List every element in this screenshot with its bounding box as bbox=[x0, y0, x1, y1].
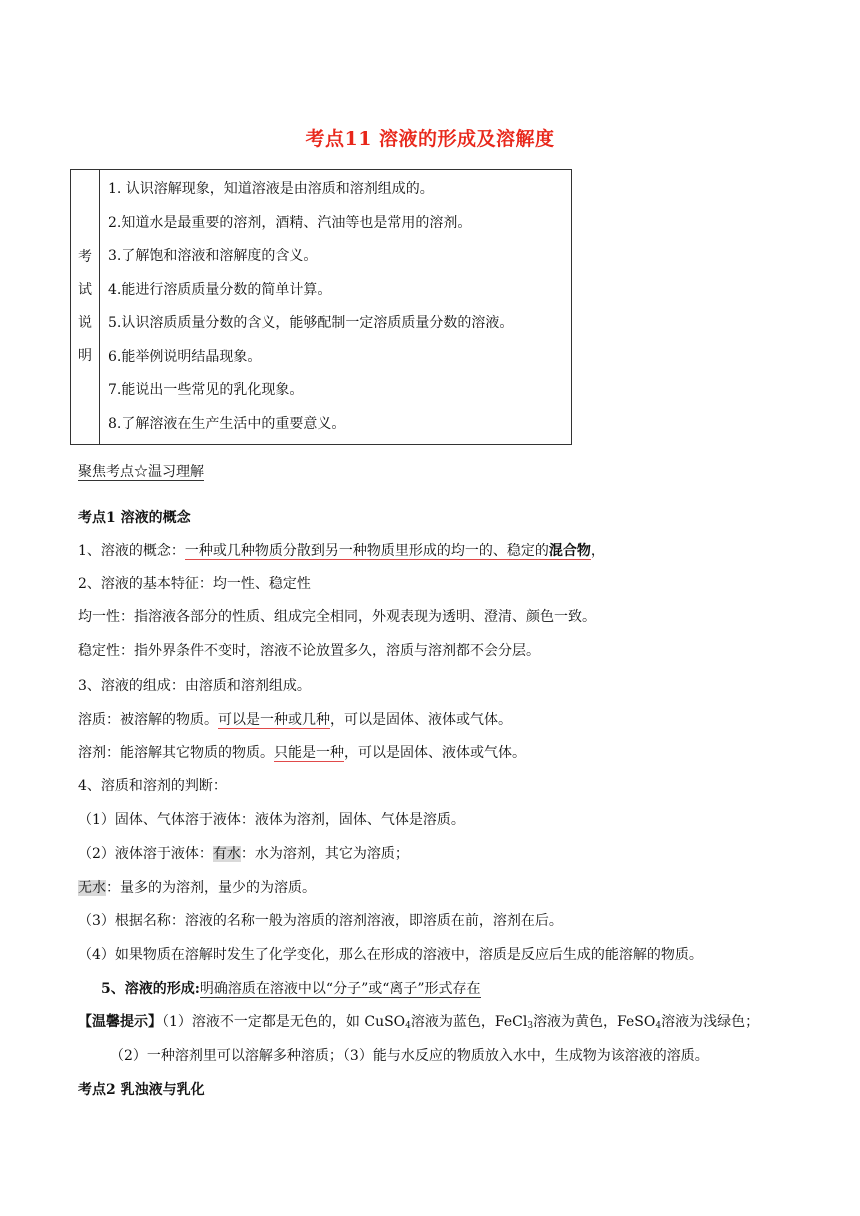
exam-item: 2.知道水是最重要的溶剂，酒精、汽油等也是常用的溶剂。 bbox=[108, 214, 472, 231]
text: 溶质：被溶解的物质。 bbox=[78, 712, 218, 728]
text: ，可以是固体、液体或气体。 bbox=[344, 745, 526, 761]
tip-label: 【温馨提示】 bbox=[78, 1014, 162, 1030]
exam-item: 8.了解溶液在生产生活中的重要意义。 bbox=[108, 415, 346, 432]
solution-formation bbox=[101, 979, 481, 999]
paragraph: （1）固体、气体溶于液体：液体为溶剂，固体、气体是溶质。 bbox=[78, 812, 465, 828]
section-heading-text: 聚焦考点☆温习理解 bbox=[78, 464, 204, 480]
exam-item: 3.了解饱和溶液和溶解度的含义。 bbox=[108, 248, 318, 264]
text: 溶液为蓝色，FeCl bbox=[410, 1014, 528, 1030]
exam-item: 7.能说出一些常见的乳化现象。 bbox=[108, 382, 304, 398]
text: 一种或几种物质分散到另一种物质里形成的均一的、稳定的 bbox=[184, 543, 549, 559]
side-char: 明 bbox=[78, 348, 92, 364]
paragraph: 3、溶液的组成：由溶质和溶剂组成。 bbox=[78, 678, 311, 694]
exam-item: 1. 认识溶解现象，知道溶液是由溶质和溶剂组成的。 bbox=[108, 181, 434, 197]
kp1-heading: 考点1 溶液的概念 bbox=[78, 510, 191, 526]
no-water-rule bbox=[78, 878, 316, 898]
subscript: 3 bbox=[527, 1021, 534, 1031]
tip-line-2: （2）一种溶剂里可以溶解多种溶质；（3）能与水反应的物质放入水中，生成物为该溶液的溶质。 bbox=[110, 1048, 709, 1064]
paragraph: 均一性：指溶液各部分的性质、组成完全相同，外观表现为透明、澄清、颜色一致。 bbox=[78, 609, 596, 625]
text: ：量多的为溶剂，量少的为溶质。 bbox=[106, 880, 316, 896]
solution-concept bbox=[78, 541, 605, 561]
text: ：水为溶剂，其它为溶质； bbox=[240, 846, 409, 862]
exam-item: 4.能进行溶质质量分数的简单计算。 bbox=[108, 281, 332, 298]
underlined-text: 可以是一种或几种 bbox=[218, 712, 330, 728]
highlighted-text: 有水 bbox=[212, 846, 241, 862]
text: 溶液为浅绿色； bbox=[661, 1014, 760, 1030]
paragraph: 2、溶液的基本特征：均一性、稳定性 bbox=[78, 576, 311, 592]
subscript: 4 bbox=[655, 1021, 662, 1031]
exam-requirements-table bbox=[70, 169, 572, 445]
text: 溶液为黄色，FeSO bbox=[533, 1014, 656, 1030]
paragraph: 稳定性：指外界条件不变时，溶液不论放置多久，溶质与溶剂都不会分层。 bbox=[78, 643, 540, 659]
exam-item: 5.认识溶质质量分数的含义，能够配制一定溶质质量分数的溶液。 bbox=[108, 315, 514, 331]
exam-side-label bbox=[71, 170, 100, 445]
tip-line-1 bbox=[78, 1012, 759, 1036]
paragraph: （4）如果物质在溶解时发生了化学变化，那么在形成的溶液中，溶质是反应后生成的能溶解的物质。 bbox=[78, 947, 703, 963]
solvent-definition bbox=[78, 743, 526, 763]
text: 1、溶液的概念： bbox=[78, 543, 185, 559]
side-char: 说 bbox=[78, 315, 92, 331]
bold-term: 混合物 bbox=[548, 543, 591, 559]
exam-items bbox=[100, 170, 572, 445]
underlined-text: 只能是一种 bbox=[274, 745, 344, 761]
text: ，可以是固体、液体或气体。 bbox=[330, 712, 512, 728]
solute-definition bbox=[78, 710, 512, 730]
text: ， bbox=[590, 543, 605, 559]
side-char: 试 bbox=[78, 282, 92, 298]
text: 溶剂：能溶解其它物质的物质。 bbox=[78, 745, 274, 761]
highlighted-text: 无水 bbox=[78, 880, 106, 896]
underlined-definition bbox=[185, 543, 591, 560]
kp2-heading: 考点2 乳浊液与乳化 bbox=[78, 1082, 205, 1098]
paragraph: （3）根据名称：溶液的名称一般为溶质的溶剂溶液，即溶质在前，溶剂在后。 bbox=[78, 913, 563, 929]
side-char: 考 bbox=[78, 249, 92, 265]
exam-item: 6.能举例说明结晶现象。 bbox=[108, 348, 262, 365]
subscript: 4 bbox=[405, 1021, 411, 1031]
page-title: 考点11 溶液的形成及溶解度 bbox=[305, 128, 555, 150]
underlined-text: 明确溶质在溶液中以“分子”或“离子”形式存在 bbox=[199, 981, 481, 997]
liquid-in-liquid bbox=[78, 844, 409, 864]
text: （2）液体溶于液体： bbox=[78, 846, 213, 862]
bold-text: 5、溶液的形成: bbox=[101, 981, 200, 997]
paragraph: 4、溶质和溶剂的判断： bbox=[78, 778, 227, 794]
section-heading bbox=[78, 462, 204, 482]
text: （1）溶液不一定都是无色的，如 CuSO bbox=[162, 1014, 406, 1030]
